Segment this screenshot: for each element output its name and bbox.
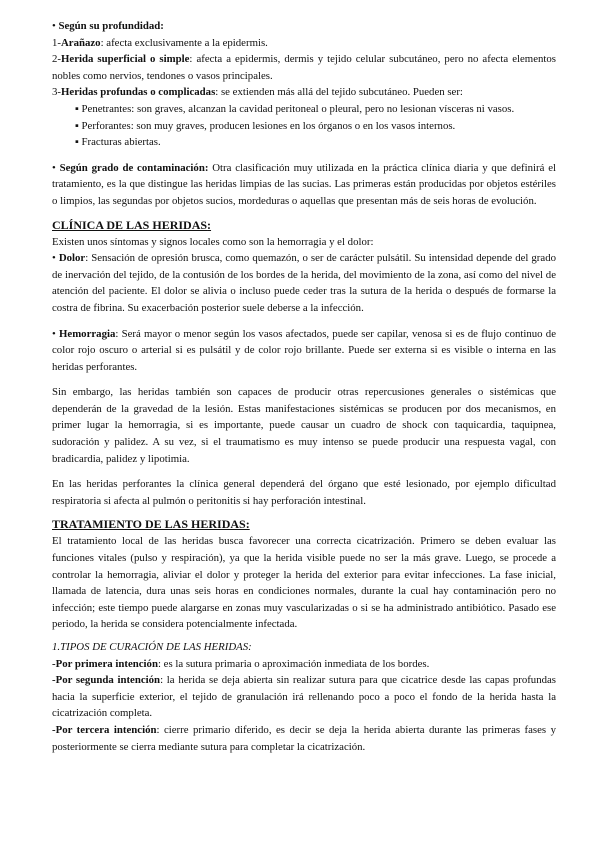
item-aranazo: 1-Arañazo: afecta exclusivamente a la epidermis. bbox=[52, 36, 268, 49]
tratamiento-intro: El tratamiento local de las heridas busca favorecer una correcta cicatrización. Primero se deben evaluar las funciones vitales (pulso y respiración), ya que la herida visible puede no ser la más grave. Luego, se procede a controlar la hemorragia, aliviar el dolor y proteger la herida del exterior para evitar infecciones. La fase inicial, llamada de latencia, dura unas seis horas en condiciones normales, durante la cual hay contaminación pero no infección; este tiempo puede alargarse en zonas muy vascularizadas o si se ha administrado antibiótico. Pasado ese periodo, la herida se considera potencialmente infectada. bbox=[52, 535, 556, 631]
item-herida-superficial: 2-Herida superficial o simple: afecta a epidermis, dermis y tejido celular subcutáneo, pero no afecta elementos nobles como nervios, tendones o vasos principales. bbox=[52, 53, 556, 82]
tratamiento-heading: TRATAMIENTO DE LAS HERIDAS: bbox=[52, 517, 250, 532]
sub-item-fracturas: ▪ Fracturas abiertas. bbox=[75, 136, 161, 149]
curacion-tercera: -Por tercera intención: cierre primario diferido, es decir se deja la herida abierta durante las primeras fases y posteriormente se cierra mediante sutura para completar la cicatrización. bbox=[52, 723, 556, 753]
section-profundidad-title: • Según su profundidad: bbox=[52, 20, 164, 32]
clinica-dolor: • Dolor: Sensación de opresión brusca, como quemazón, o ser de carácter pulsátil. Su intensidad depende del grado de inervación del tejido, de la contusión de los bordes de la herida, del movimiento de la zona, así como del nivel de atención del paciente. El dolor se alivia o incluso puede ceder tras la sutura de la herida o después de formarse la costra de fibrina. Su exacerbación posterior suele deberse a la infección. bbox=[52, 252, 556, 314]
clinica-hemorragia: • Hemorragia: Será mayor o menor según los vasos afectados, puede ser capilar, venosa si es de flujo continuo de color rojo oscuro o arterial si es pulsátil y de color rojo brillante. Puede ser externa si es visible o interna en las heridas perforantes. bbox=[52, 327, 556, 373]
curacion-primera: -Por primera intención: es la sutura primaria o aproximación inmediata de los bordes. bbox=[52, 657, 430, 670]
clinica-sistemicas: Sin embargo, las heridas también son capaces de producir otras repercusiones generales o sistémicas que dependerán de la gravedad de la lesión. Estas manifestaciones sistémicas se producen por dos mecanismos, en primer lugar la hemorragia, si es importante, puede causar un cuadro de shock con taquicardia, taquipnea, sudoración y palidez. A su vez, si el traumatismo es muy intenso se puede producir una respuesta vagal, con bradicardia, palidez y lipotimia. bbox=[52, 386, 556, 465]
curacion-segunda: -Por segunda intención: la herida se deja abierta sin realizar sutura para que cicatrice desde las capas profundas hacia la superficie exterior, el tejido de granulación irá rellenando poco a poco el fondo de la herida hasta la cicatrización completa. bbox=[52, 674, 557, 720]
sub-item-perforantes: ▪ Perforantes: son muy graves, producen lesiones en los órganos o en los vasos internos. bbox=[75, 119, 456, 132]
clinica-perforantes: En las heridas perforantes la clínica general dependerá del órgano que esté lesionado, por ejemplo dificultad respiratoria si afecta al pulmón o peritonitis si hay perforación intestinal. bbox=[52, 478, 556, 507]
item-heridas-profundas: 3-Heridas profundas o complicadas: se extienden más allá del tejido subcutáneo. Pueden ser: bbox=[52, 86, 463, 99]
section-contaminacion: • Según grado de contaminación: Otra clasificación muy utilizada en la práctica clínica diaria y que definirá el tratamiento, es la que distingue las heridas limpias de las sucias. Las primeras están producidas por objetos estériles o limpios, las segundas por objetos sucios, mordeduras o aquellas que presentan más de seis horas de evolución. bbox=[52, 161, 557, 207]
sub-item-penetrantes: ▪ Penetrantes: son graves, alcanzan la cavidad peritoneal o pleural, pero no lesionan vísceras ni vasos. bbox=[75, 102, 515, 115]
clinica-intro: Existen unos síntomas y signos locales como son la hemorragia y el dolor: bbox=[52, 235, 374, 248]
clinica-heading: CLÍNICA DE LAS HERIDAS: bbox=[52, 217, 212, 232]
tipos-curacion-heading: 1.TIPOS DE CURACIÓN DE LAS HERIDAS: bbox=[52, 641, 252, 653]
